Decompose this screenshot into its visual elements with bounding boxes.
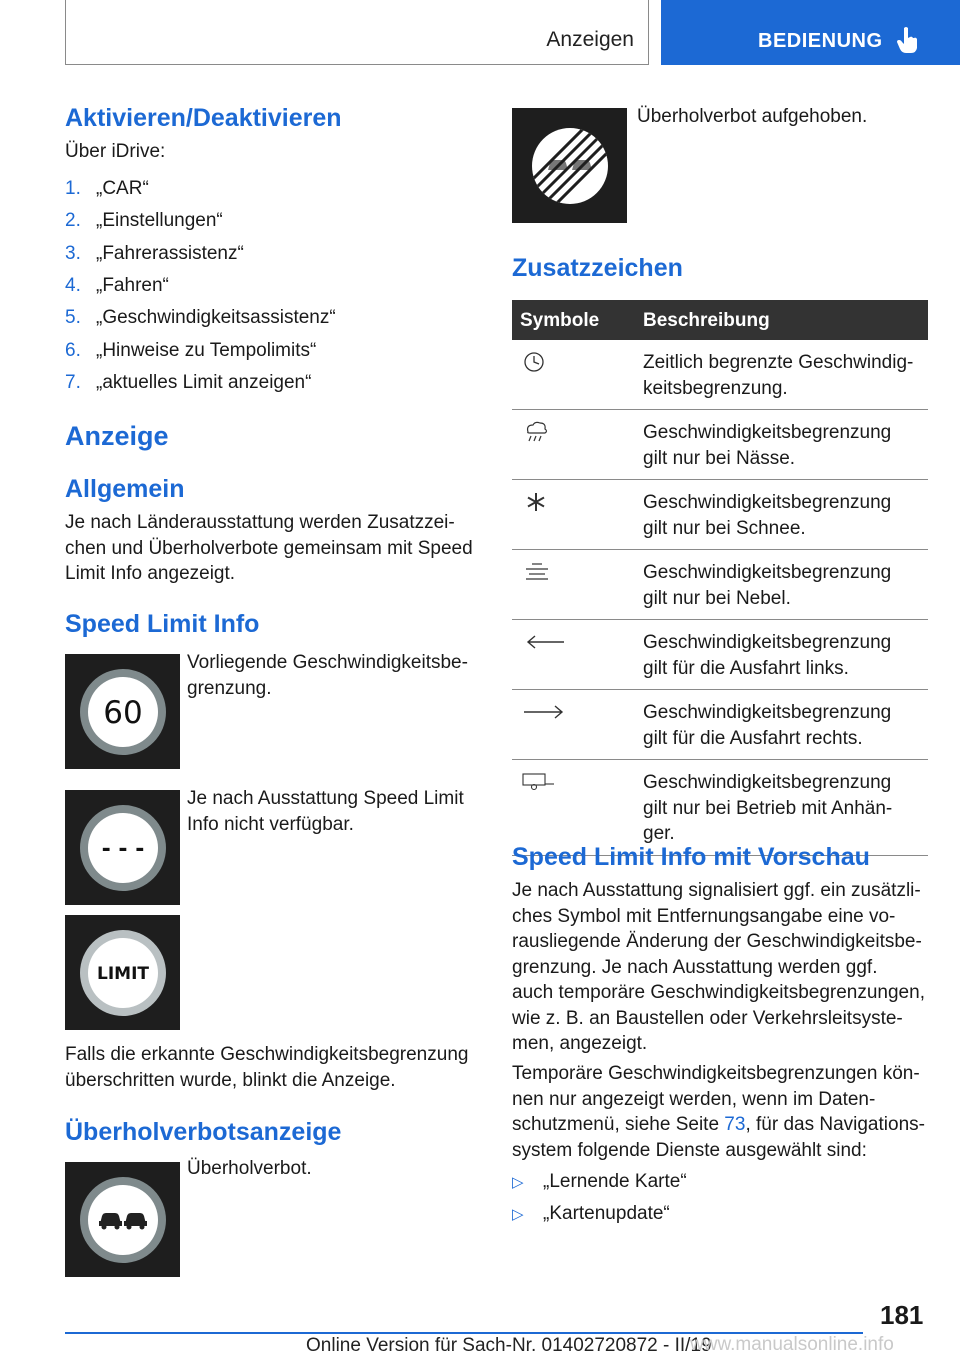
rain-cloud-icon [520,420,556,444]
text-line [512,1112,925,1138]
speed-limit-unavailable-image [65,790,180,905]
via-idrive: Über iDrive: [65,141,166,162]
trailer-icon [520,770,556,794]
exceeded-text [65,1042,468,1093]
list-item [65,243,244,265]
col-symbol: Symbole [520,310,600,331]
sign-dash-text [187,786,464,837]
step-number: 2. [65,210,81,232]
text-line: grenzung. Je nach Ausstattung werden ggf. [512,956,878,978]
no-passing-sign-image [65,1162,180,1277]
text-segment: schutzmenü, siehe Seite [512,1114,725,1135]
table-row [512,690,928,760]
vorschau-text [512,878,925,1057]
clock-icon [520,350,556,374]
list-item [65,210,223,232]
step-number: 3. [65,242,81,264]
heading-vorschau: Speed Limit Info mit Vorschau [512,843,870,871]
watermark: www.manualsonline.info [690,1334,894,1355]
text-line: Geschwindigkeitsbegrenzung [643,632,892,653]
text-line: rausliegende Änderung der Geschwindigkeitsbe- [512,931,922,952]
text-line: Geschwindigkeitsbegrenzung [643,772,892,793]
text-line: gilt nur bei Schnee. [643,517,806,539]
step-text: „Fahrerassistenz“ [96,242,244,264]
sign-60-text [187,650,468,701]
step-number: 6. [65,339,81,361]
no-passing-end-text: Überholverbot aufgehoben. [637,106,868,127]
heading-ueberholverbot: Überholverbotsanzeige [65,1118,342,1146]
text-line: keitsbegrenzung. [643,377,788,399]
table-row [512,760,928,856]
list-item [65,307,336,329]
text-line: Limit Info angezeigt. [65,563,236,584]
list-item [65,178,149,200]
heading-zusatzzeichen: Zusatzzeichen [512,254,683,282]
text-line: Je nach Länderausstattung werden Zusatzzei- [65,512,455,533]
additional-signs-table [512,300,928,856]
step-number: 4. [65,274,81,296]
bullet-triangle-icon: ▷ [512,1174,524,1191]
list-item [512,1203,670,1225]
no-passing-text: Überholverbot. [187,1158,312,1179]
col-description: Beschreibung [643,310,770,331]
snowflake-icon [520,490,556,514]
step-number: 1. [65,178,81,199]
header-chapter-tab[interactable] [661,0,960,65]
allgemein-text [65,510,473,587]
heading-anzeige: Anzeige [65,421,169,451]
bullet-triangle-icon: ▷ [512,1206,524,1223]
sign-limit-value: LIMIT [97,964,149,984]
text-line: Geschwindigkeitsbegrenzung [643,562,892,583]
text-line: Temporäre Geschwindigkeitsbegrenzungen kön- [512,1063,920,1084]
text-line: Falls die erkannte Geschwindigkeitsbegrenzung [65,1044,469,1065]
arrow-right-icon [520,700,564,724]
fog-icon [520,560,556,584]
sign-dash-value: - - - [101,837,145,862]
table-header [512,300,928,340]
text-line: ches Symbol mit Entfernungsangabe eine vo- [512,905,896,927]
page-73-link[interactable]: 73 [724,1114,746,1135]
list-item [65,372,311,394]
table-row [512,480,928,550]
text-line: gilt für die Ausfahrt links. [643,657,849,679]
text-line: Vorliegende Geschwindigkeitsbe- [187,652,468,673]
table-row [512,410,928,480]
speed-limit-limit-image [65,915,180,1030]
text-line: wie z. B. an Baustellen oder Verkehrsleitsyste- [512,1007,903,1029]
step-text: „Fahren“ [96,274,169,296]
header-section-tab [65,0,649,65]
table-row [512,550,928,620]
text-line: gilt nur bei Nässe. [643,447,796,469]
list-item [65,275,169,297]
text-line: Geschwindigkeitsbegrenzung [643,492,892,513]
text-line: überschritten wurde, blinkt die Anzeige. [65,1069,396,1091]
no-passing-end-sign-image [512,108,627,223]
text-line: auch temporäre Geschwindigkeitsbegrenzungen, [512,982,925,1003]
temporary-limits-text [512,1061,925,1163]
text-line: grenzung. [187,677,272,699]
heading-allgemein: Allgemein [65,475,185,503]
table-row [512,340,928,410]
text-line: nen nur angezeigt werden, wenn im Daten- [512,1088,876,1110]
step-text: „CAR“ [96,178,149,199]
text-line: gilt für die Ausfahrt rechts. [643,727,863,749]
text-line: chen und Überholverbote gemeinsam mit Speed [65,537,473,559]
text-segment: , für das Navigations- [745,1114,925,1135]
text-line: Geschwindigkeitsbegrenzung [643,422,892,443]
text-line: Zeitlich begrenzte Geschwindig- [643,352,914,373]
text-line: Geschwindigkeitsbegrenzung [643,702,892,723]
step-text: „Geschwindigkeitsassistenz“ [96,307,336,329]
online-version-note: Online Version für Sach-Nr. 01402720872 - II/19 [306,1335,712,1356]
text-line: gilt nur bei Nebel. [643,587,791,609]
text-line: ger. [643,823,675,844]
heading-speed-limit-info: Speed Limit Info [65,610,260,638]
heading-activate: Aktivieren/Deaktivieren [65,104,342,132]
text-line: Je nach Ausstattung Speed Limit [187,788,464,809]
bullet-text: „Kartenupdate“ [543,1203,670,1224]
page-number: 181 [880,1300,924,1330]
step-number: 5. [65,307,81,329]
step-text: „Einstellungen“ [96,210,223,232]
hand-pointer-icon [897,26,919,54]
step-text: „Hinweise zu Tempolimits“ [96,339,317,361]
sign-60-value: 60 [103,695,143,731]
text-line: system folgende Dienste ausgewählt sind: [512,1139,867,1161]
list-item [65,340,316,362]
speed-limit-60-image [65,654,180,769]
table-row [512,620,928,690]
list-item [512,1171,687,1193]
step-number: 7. [65,371,81,393]
section-title: Anzeigen [546,28,634,51]
text-line: men, angezeigt. [512,1033,648,1054]
bullet-text: „Lernende Karte“ [543,1171,687,1192]
text-line: Info nicht verfügbar. [187,813,354,835]
text-line: Je nach Ausstattung signalisiert ggf. ein zusätzli- [512,880,921,901]
text-line: gilt nur bei Betrieb mit Anhän- [643,797,893,819]
step-text: „aktuelles Limit anzeigen“ [96,371,312,393]
arrow-left-icon [520,630,564,654]
chapter-title: BEDIENUNG [758,30,883,52]
